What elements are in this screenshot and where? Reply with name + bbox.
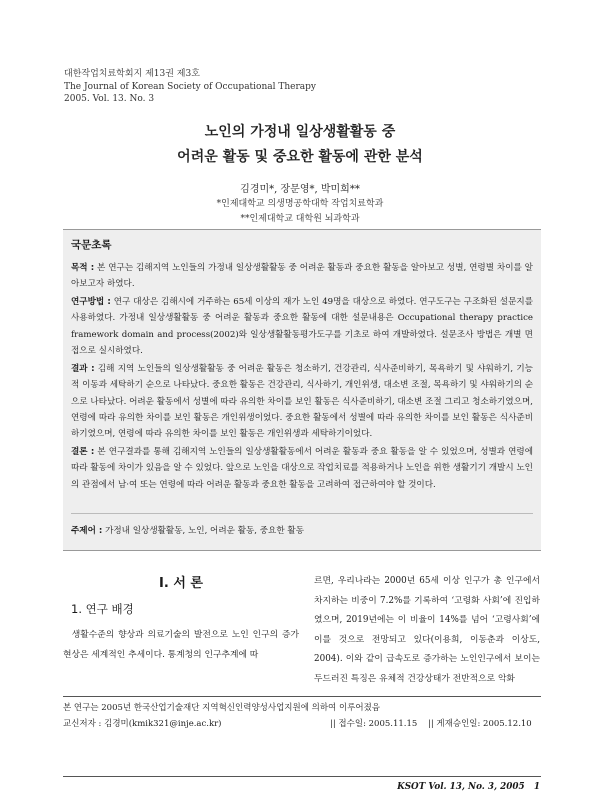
section-title: Ⅰ. 서 론 bbox=[159, 576, 203, 591]
conclusion-text: 본 연구결과를 통해 김해지역 노인들의 일상생활활동에서 어려운 활동과 중요 활동을 알 수 있었으며, 성별과 연령에 따라 활동에 차이가 있음을 알 수 있었다. 앞으로 노인을 대상으로 작업치료를 적용하거나 노인을 위한 생활기기 개발시 노인의 관점에서 남·여 또는 연령에 따라 어려운 활동과 중요한 활동을 고려하여 접근하여야 할 것이다. bbox=[71, 447, 534, 490]
affiliation-1: *인제대학교 의생명공학대학 작업치료학과 bbox=[216, 199, 384, 209]
abstract-purpose bbox=[71, 260, 533, 293]
body-right-column: 르면, 우리나라는 2000년 65세 이상 인구가 총 인구에서 차지하는 비중이 7.2%를 기록하여 ‘고령화 사회’에 진입하였으며, 2019년에는 이 비율이 14%를 넘어 ‘고령사회’에 이를 것으로 전망되고 있다(이용희, 이동춘과 이상도, 2004). 이와 같이 급속도로 증가하는 노인인구에서 보이는 두드러진 특징은 유체적 건강상태가 전반적으로 악화 bbox=[314, 576, 540, 684]
keywords-label: 주제어 : bbox=[71, 526, 103, 536]
result-text: 김해 지역 노인들의 일상생활활동 중 어려운 활동은 청소하기, 건강관리, 식사준비하기, 목욕하기 및 샤워하기, 기능적 이동과 세탁하기 순으로 나타났다. 중요한 활동은 건강관리, 식사하기, 개인위생, 대소변 조절, 목욕하기 및 샤워하기의 순으로 나타났다. 어려운 활동에서 성별에 따라 유의한 차이를 보인 활동은 식사준비하기, 대소변 조절 그리고 청소하기였으며, 연령에 따라 유의한 차이를 보인 활동은 개인위생이었다. 중요한 활동에서 성별에 따라 유의한 차이를 보인 활동은 식사준비하기였으며, 연령에 따라 유의한 차이를 보인 활동은 개인위생과 세탁하기이었다. bbox=[71, 364, 533, 440]
footer-citation: KSOT Vol. 13, No. 3, 2005 bbox=[397, 782, 525, 792]
result-label: 결과 : bbox=[71, 364, 95, 374]
method-text: 연구 대상은 김해시에 거주하는 65세 이상의 재가 노인 49명을 대상으로 하였다. 연구도구는 구조화된 설문지를 사용하였다. 가정내 일상생활활동 중 어려운 활동과 중요한 활동에 대한 설문내용은 Occupational therapy practice framework domain and process(2002)와 일상생활활동평가도구를 기초로 하여 개발하였다. 설문조사 방법은 개별 면접으로 실시하였다. bbox=[71, 297, 533, 356]
paper-title-line1: 노인의 가정내 일상생활활동 중 bbox=[204, 124, 396, 140]
subsection-title: 1. 연구 배경 bbox=[71, 602, 134, 616]
conclusion-label: 결론 : bbox=[71, 447, 95, 457]
page-footer bbox=[397, 782, 540, 792]
accepted-date: || 게재승인일: 2005.12.10 bbox=[428, 719, 532, 729]
journal-english-name: The Journal of Korean Society of Occupational Therapy bbox=[64, 81, 317, 92]
funding-note: 본 연구는 2005년 한국산업기술재단 지역혁신인력양성사업지원에 의하여 이루어졌음 bbox=[63, 703, 381, 713]
correspondence-note: 교신저자 : 김경미(kmik321@inje.ac.kr) bbox=[63, 719, 222, 729]
abstract-box bbox=[63, 229, 541, 551]
received-date: || 접수일: 2005.11.15 bbox=[330, 719, 418, 729]
page-number: 1 bbox=[533, 782, 540, 792]
abstract-heading: 국문초록 bbox=[71, 239, 112, 251]
journal-header bbox=[64, 68, 316, 106]
abstract-keywords bbox=[71, 524, 304, 536]
purpose-text: 본 연구는 김해지역 노인들의 가정내 일상생활활동 중 어려운 활동과 중요한 활동을 알아보고 성별, 연령별 차이를 알아보고자 하였다. bbox=[71, 263, 533, 290]
abstract-method bbox=[71, 294, 533, 359]
keywords-text: 가정내 일상생활활동, 노인, 어려운 활동, 중요한 활동 bbox=[105, 526, 304, 536]
journal-korean-name: 대한작업치료학회지 제13권 제3호 bbox=[64, 69, 200, 79]
author-list: 김경미*, 장문영*, 박미희** bbox=[240, 184, 360, 195]
journal-volume: 2005. Vol. 13. No. 3 bbox=[64, 94, 155, 104]
footnote-divider bbox=[63, 696, 541, 697]
abstract-result bbox=[71, 361, 533, 442]
paper-title-line2: 어려운 활동 및 중요한 활동에 관한 분석 bbox=[177, 149, 423, 165]
affiliation-2: **인제대학교 대학원 뇌과학과 bbox=[240, 214, 360, 224]
purpose-label: 목적 : bbox=[71, 263, 95, 273]
body-left-column: 생활수준의 향상과 의료기술의 발전으로 노인 인구의 증가현상은 세계적인 추세이다. 통계청의 인구추계에 따 bbox=[63, 630, 299, 660]
footer-divider bbox=[63, 776, 541, 777]
method-label: 연구방법 : bbox=[71, 297, 111, 307]
abstract-conclusion bbox=[71, 444, 533, 493]
keywords-divider bbox=[71, 513, 533, 514]
